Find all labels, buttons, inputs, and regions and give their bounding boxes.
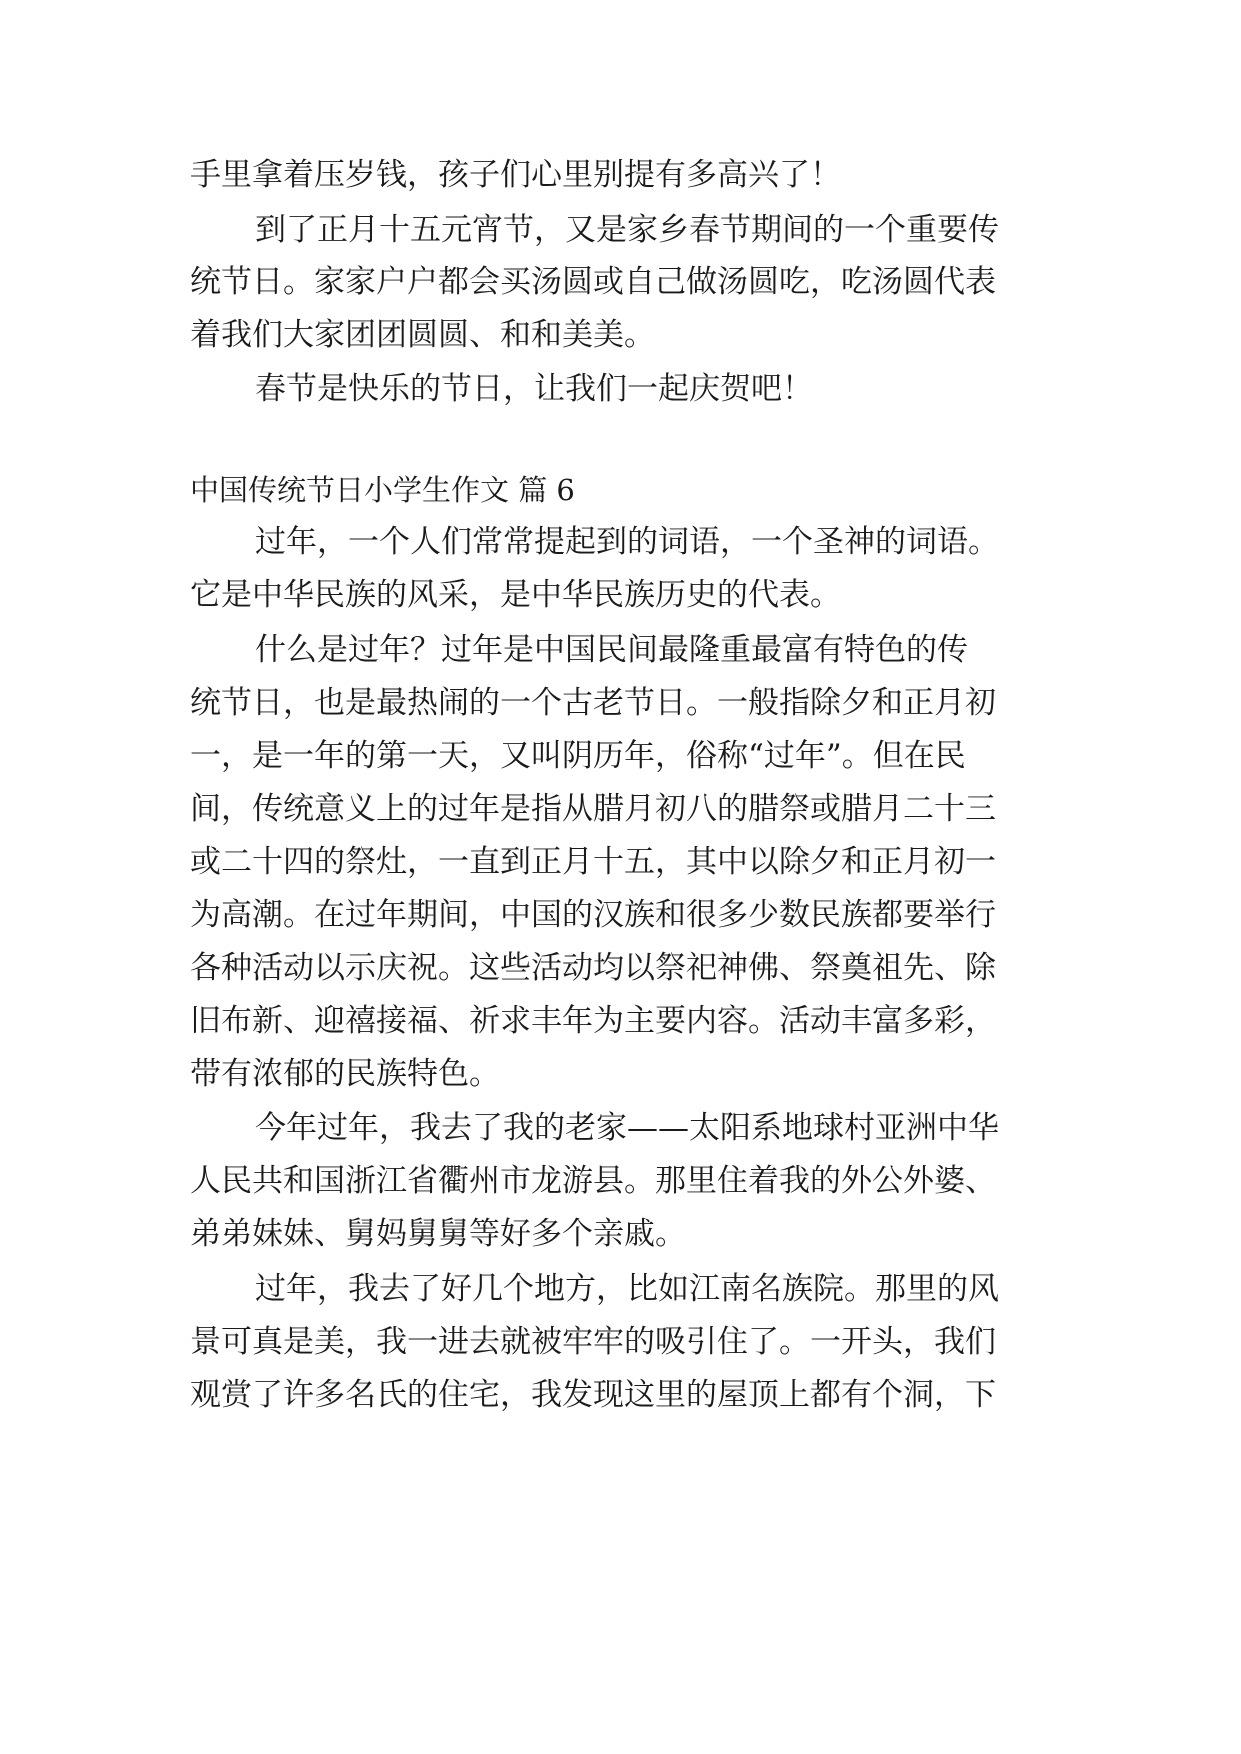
- text-line: 它是中华民族的风采，是中华民族历史的代表。: [190, 577, 841, 613]
- text-line: 一，是一年的第一天，又叫阴历年，俗称“过年”。但在民: [190, 738, 966, 774]
- text-line: 弟弟妹妹、舅妈舅舅等好多个亲戚。: [190, 1216, 686, 1252]
- text-line: 统节日，也是最热闹的一个古老节日。一般指除夕和正月初: [190, 685, 996, 721]
- text-line: 旧布新、迎禧接福、祈求丰年为主要内容。活动丰富多彩，: [190, 1003, 996, 1039]
- text-line: 统节日。家家户户都会买汤圆或自己做汤圆吃，吃汤圆代表: [190, 264, 996, 300]
- paragraph-start-line: 过年，一个人们常常提起到的词语，一个圣神的词语。: [255, 524, 999, 560]
- text-line: 景可真是美，我一进去就被牢牢的吸引住了。一开头，我们: [190, 1324, 996, 1360]
- text-line: 手里拿着压岁钱，孩子们心里别提有多高兴了！: [190, 157, 841, 193]
- text-line: 观赏了许多名氏的住宅，我发现这里的屋顶上都有个洞，下: [190, 1377, 996, 1413]
- paragraph-start-line: 春节是快乐的节日，让我们一起庆贺吧！: [255, 371, 813, 407]
- text-line: 或二十四的祭灶，一直到正月十五，其中以除夕和正月初一: [190, 844, 996, 880]
- paragraph-start-line: 什么是过年？过年是中国民间最隆重最富有特色的传: [255, 632, 968, 668]
- text-line: 着我们大家团团圆圆、和和美美。: [190, 317, 655, 353]
- text-line: 间，传统意义上的过年是指从腊月初八的腊祭或腊月二十三: [190, 791, 996, 827]
- paragraph-start-line: 今年过年，我去了我的老家——太阳系地球村亚洲中华: [255, 1110, 999, 1146]
- paragraph-start-line: 到了正月十五元宵节，又是家乡春节期间的一个重要传: [255, 212, 999, 248]
- text-line: 为高潮。在过年期间，中国的汉族和很多少数民族都要举行: [190, 897, 996, 933]
- section-heading: 中国传统节日小学生作文 篇 6: [190, 473, 575, 507]
- text-line: 人民共和国浙江省衢州市龙游县。那里住着我的外公外婆、: [190, 1163, 996, 1199]
- paragraph-start-line: 过年，我去了好几个地方，比如江南名族院。那里的风: [255, 1271, 999, 1307]
- text-line: 各种活动以示庆祝。这些活动均以祭祀神佛、祭奠祖先、除: [190, 950, 996, 986]
- text-line: 带有浓郁的民族特色。: [190, 1056, 500, 1092]
